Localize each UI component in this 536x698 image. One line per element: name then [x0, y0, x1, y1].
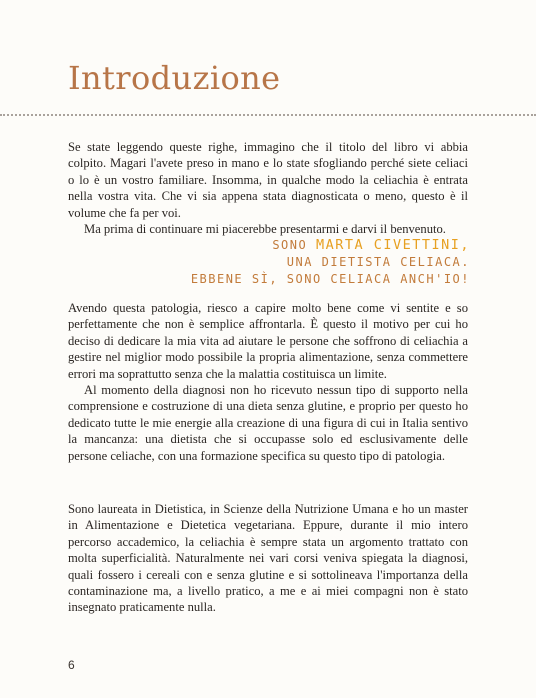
- intro-section: [68, 139, 468, 237]
- intro-paragraph-1: Se state leggendo queste righe, immagino che il titolo del libro vi abbia colpito. Magari l'avete preso in mano e lo state sfogliando perché siete celiaci o lo è un vostro familiare. Insomma, in qualche modo la celiachia è entrata nella vostra vita. Che vi sia appena stata diagnosticata o meno, questo è il volume che fa per voi.: [68, 140, 468, 220]
- quote-author-name: MARTA CIVETTINI,: [315, 237, 470, 253]
- body-section-2: [68, 300, 468, 464]
- page-number: 6: [68, 658, 75, 672]
- quote-prefix: SONO: [272, 238, 316, 252]
- quote-line-1: [191, 237, 470, 254]
- page-title: Introduzione: [68, 59, 281, 97]
- pull-quote: [191, 237, 470, 288]
- quote-line-3: EBBENE SÌ, SONO CELIACA ANCH'IO!: [190, 272, 470, 286]
- body-section-3: [68, 501, 468, 616]
- intro-paragraph-2: Ma prima di continuare mi piacerebbe presentarmi e darvi il benvenuto.: [84, 222, 446, 237]
- section3-paragraph-1: Sono laureata in Dietistica, in Scienze della Nutrizione Umana e ho un master in Alimentazione e Dietetica vegetariana. Eppure, durante il mio intero percorso accademico, la celiachia è sempre stata un argomento trattato con molta superficialità. Naturalmente nei vari corsi veniva spiegata la diagnosi, quali fossero i cereali con e senza glutine e si sottolineava l'importanza della contaminazione ma, a livello pratico, a me e ai miei compagni non è stato insegnato praticamente nulla.: [68, 502, 468, 615]
- quote-line-2: UNA DIETISTA CELIACA.: [286, 255, 470, 269]
- section2-paragraph-2: Al momento della diagnosi non ho ricevuto nessun tipo di supporto nella comprensione e costruzione di una dieta senza glutine, e proprio per questo ho dedicato tutte le mie energie alla creazione di una figura di cui in Italia sentivo la mancanza: una dietista che si occupasse solo ed esclusivamente delle persone celiache, con una formazione specifica su questo tipo di patologia.: [68, 383, 468, 463]
- section2-paragraph-1: Avendo questa patologia, riesco a capire molto bene come vi sentite e so perfettamente che non è semplice affrontarla. È questo il motivo per cui ho deciso di dedicare la mia vita ad aiutare le persone che soffrono di celiachia a gestire nel miglior modo possibile la propria alimentazione, senza commettere errori ma soprattutto senza che la malattia costituisca un limite.: [68, 301, 468, 381]
- dotted-divider: [0, 114, 536, 116]
